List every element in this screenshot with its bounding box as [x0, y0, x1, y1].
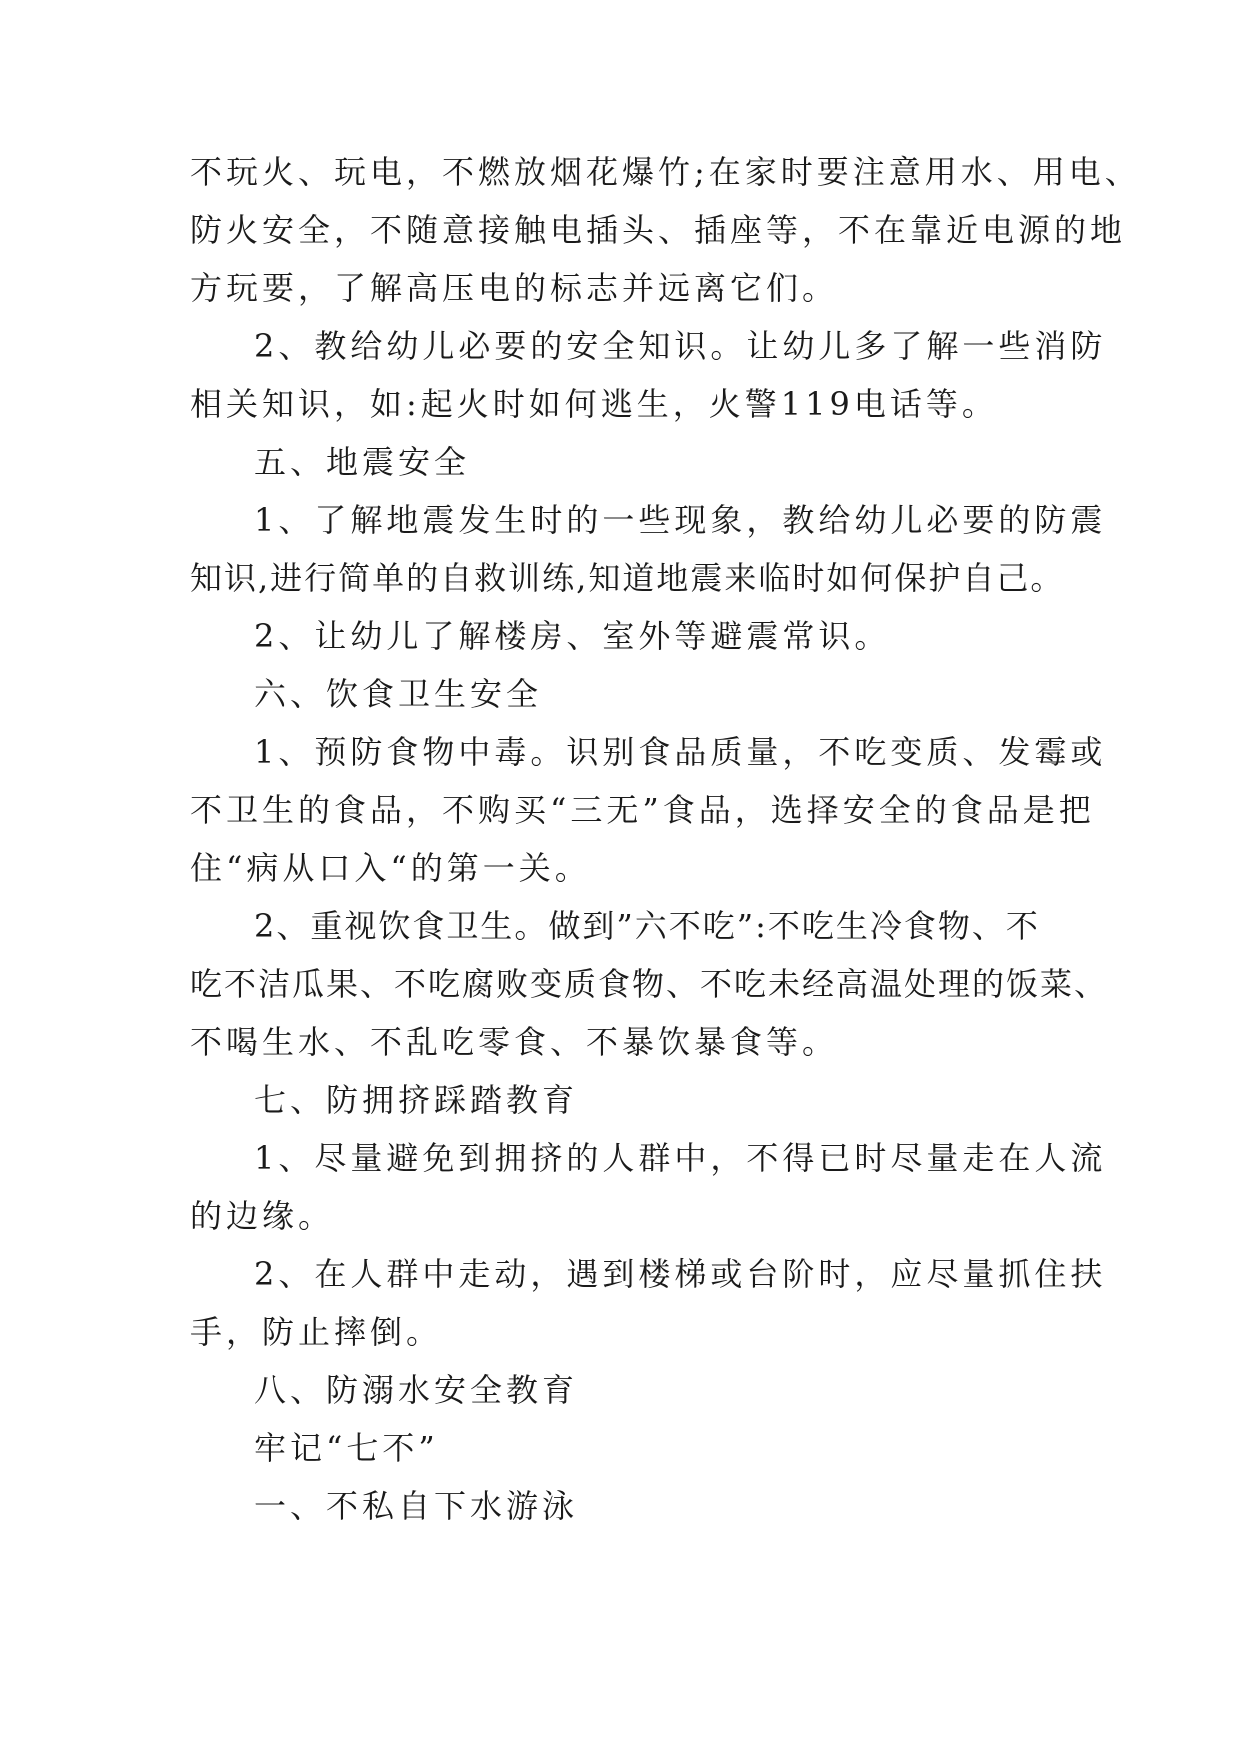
- text-line: 防火安全，不随意接触电插头、插座等，不在靠近电源的地: [190, 211, 1127, 249]
- text-line: 2、让幼儿了解楼房、室外等避震常识。: [254, 617, 891, 655]
- text-line: 知识,进行简单的自救训练,知道地震来临时如何保护自己。: [190, 559, 1065, 597]
- section-heading: 五、地震安全: [254, 443, 471, 481]
- text-line: 2、重视饮食卫生。做到”六不吃”:不吃生冷食物、不: [254, 907, 1040, 945]
- text-line: 手，防止摔倒。: [190, 1313, 443, 1351]
- section-heading: 六、饮食卫生安全: [254, 675, 543, 713]
- text-line: 相关知识，如:起火时如何逃生，火警119电话等。: [190, 385, 998, 423]
- text-line: 的边缘。: [190, 1197, 335, 1235]
- text-line: 1、尽量避免到拥挤的人群中，不得已时尽量走在人流: [254, 1139, 1107, 1177]
- text-line: 住“病从口入“的第一关。: [190, 849, 591, 887]
- text-line: 不喝生水、不乱吃零食、不暴饮暴食等。: [190, 1023, 839, 1061]
- text-line: 2、在人群中走动，遇到楼梯或台阶时，应尽量抓住扶: [254, 1255, 1107, 1293]
- text-line: 吃不洁瓜果、不吃腐败变质食物、不吃未经高温处理的饭菜、: [190, 965, 1109, 1003]
- text-line: 1、预防食物中毒。识别食品质量，不吃变质、发霉或: [254, 733, 1107, 771]
- section-heading: 七、防拥挤踩踏教育: [254, 1081, 579, 1119]
- section-heading: 八、防溺水安全教育: [254, 1371, 579, 1409]
- text-line: 牢记“七不”: [254, 1429, 439, 1467]
- text-line: 2、教给幼儿必要的安全知识。让幼儿多了解一些消防: [254, 327, 1107, 365]
- text-line: 1、了解地震发生时的一些现象，教给幼儿必要的防震: [254, 501, 1107, 539]
- text-line: 不卫生的食品，不购买“三无”食品，选择安全的食品是把: [190, 791, 1095, 829]
- text-line: 不玩火、玩电，不燃放烟花爆竹;在家时要注意用水、用电、: [190, 153, 1141, 191]
- text-line: 一、不私自下水游泳: [254, 1487, 579, 1525]
- text-line: 方玩要，了解高压电的标志并远离它们。: [190, 269, 839, 307]
